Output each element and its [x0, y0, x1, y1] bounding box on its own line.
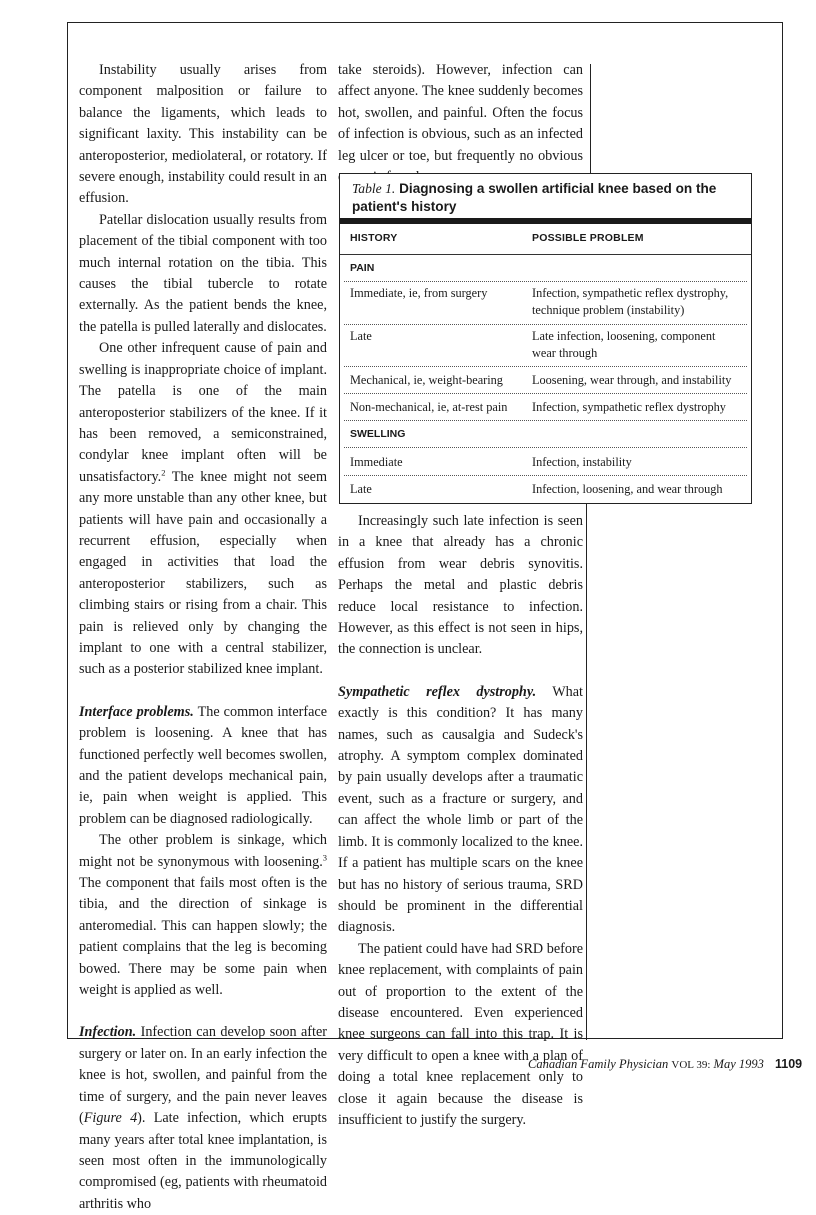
table-cell-problem: Infection, loosening, and wear through: [532, 482, 723, 496]
paragraph: [79, 1022, 327, 1215]
paragraph: [79, 702, 327, 830]
table-cell-history: Immediate: [350, 455, 403, 469]
paragraph-text: One other infrequent cause of pain and swelling is inappropriate choice of implant. The patella is one of the main anteroposterior stabilizers of the knee. If it has been removed, a semiconstrained, condylar knee implant often will be unsatisfactory.: [79, 340, 327, 485]
citation-ref: 2: [161, 466, 166, 477]
table-cell-problem: Loosening, wear through, and instability: [532, 373, 732, 387]
paragraph: [79, 338, 327, 681]
paragraph-text: ). Late infection, which erupts many years after total knee implantation, is seen most often in the immunologically compromised (eg, patients with rheumatoid arthritis who: [79, 1110, 327, 1212]
table-rule: [340, 254, 751, 255]
table-section-swelling: SWELLING: [350, 428, 406, 440]
paragraph-text: What exactly is this condition? It has many names, such as causalgia and Sudeck's atrophy. A symptom complex dominated by pain usually develops after a traumatic event, such as a fracture or surgery, and can affect the whole limb or part of the limb. It is commonly localized to the knee. If a patient has multiple scars on the knee but has no history of serious trauma, SRD should be prominent in the differential diagnosis.: [338, 683, 583, 936]
left-column: [79, 60, 327, 1215]
paragraph: [338, 511, 583, 661]
table-section-pain: PAIN: [350, 262, 375, 274]
paragraph-text: The knee might not seem any more unstable than any other knee, but patients will have pain and occasionally a recurrent effusion, especially when engaged in activities that load the anteroposterior stabilizers, such as climbing stairs or rising from a chair. This pain is relieved only by changing the implant to one with a central stabilizer, such as a posterior stabilized knee implant.: [79, 468, 327, 678]
paragraph-text: Instability usually arises from component malposition or failure to balance the ligaments, which leads to significant laxity. This instability can be anteroposterior, mediolateral, or rotatory. If severe enough, instability could result in an effusion.: [79, 62, 327, 207]
journal-volume: VOL 39:: [671, 1059, 711, 1071]
right-column-top: [338, 60, 583, 188]
row-divider: [344, 420, 747, 421]
table-cell-problem: Infection, instability: [532, 455, 632, 469]
table-cell-problem: Infection, sympathetic reflex dystrophy, technique problem (instability): [532, 286, 729, 317]
paragraph: [79, 210, 327, 338]
row-divider: [344, 475, 747, 476]
paragraph-text: The patient could have had SRD before knee replacement, with complaints of pain out of proportion to the extent of the disease encountered. Even experienced knee surgeons can fall into this trap. It is very difficult to open a knee with a plan of doing a total knee replacement only to close it again because the disease is insufficient to justify the surgery.: [338, 940, 583, 1128]
right-column-bottom: [338, 511, 583, 1131]
journal-name: Canadian Family Physician: [528, 1057, 669, 1071]
paragraph: [338, 682, 583, 939]
table-cell-history: Immediate, ie, from surgery: [350, 286, 488, 300]
paragraph-text: Increasingly such late infection is seen in a knee that already has a chronic effusion from wear debris synovitis. Perhaps the metal and plastic debris reduce local resistance to infection. However, as this effect is not seen in hips, the connection is unclear.: [338, 513, 583, 658]
column-header-problem: POSSIBLE PROBLEM: [532, 232, 644, 244]
table-cell-history: Non-mechanical, ie, at-rest pain: [350, 400, 508, 414]
paragraph: [338, 939, 583, 1132]
paragraph: [79, 830, 327, 1001]
table-rule: [340, 218, 751, 224]
paragraph: [79, 60, 327, 210]
table-label: Table 1.: [352, 181, 396, 196]
table-1: [339, 173, 752, 504]
paragraph: take steroids). However, infection can affect anyone. The knee suddenly becomes hot, swollen, and painful. Often the focus of infection is obvious, such as an infected leg ulcer or toe, but frequently no obvious: [338, 62, 583, 164]
paragraph-text: The common interface problem is loosening. A knee that has functioned perfectly well becomes swollen, and the patient develops mechanical pain, ie, pain when weight is applied. This problem can be diagnosed radiologically.: [79, 703, 327, 827]
table-title: [352, 180, 742, 216]
paragraph-text: The other problem is sinkage, which might not be synonymous with loosening.: [79, 832, 327, 870]
page-number: 1109: [775, 1057, 803, 1071]
section-heading: Infection.: [79, 1024, 137, 1041]
page-footer: [528, 1057, 802, 1072]
table-cell-history: Late: [350, 482, 372, 496]
row-divider: [344, 366, 747, 367]
section-heading: Sympathetic reflex dystrophy.: [338, 683, 537, 700]
section-heading: Interface problems.: [79, 703, 194, 720]
column-rule: [586, 504, 587, 1040]
paragraph-text: The component that fails most often is the tibia, and the direction of sinkage is anteromedial. This can happen slowly; the patient complains that the leg is becoming bowed. There may be some pain when weight is applied as well.: [79, 875, 327, 999]
table-cell-history: Late: [350, 329, 372, 343]
table-cell-history: Mechanical, ie, weight-bearing: [350, 373, 503, 387]
journal-date: May 1993: [713, 1057, 764, 1071]
column-rule: [590, 64, 591, 174]
citation-ref: 3: [322, 851, 327, 862]
row-divider: [344, 324, 747, 325]
paragraph-text: Patellar dislocation usually results from placement of the tibial component with too much internal rotation on the tibia. This causes the tibial tubercle to rotate externally. As the patient bends the knee, the patella is pulled laterally and dislocates.: [79, 211, 327, 335]
figure-ref: Figure 4: [83, 1110, 138, 1127]
table-cell-problem: Infection, sympathetic reflex dystrophy: [532, 400, 726, 414]
row-divider: [344, 393, 747, 394]
table-caption: Diagnosing a swollen artificial knee based on the patient's history: [352, 181, 717, 214]
paragraph-text: Infection can develop soon after surgery or later on. In an early infection the knee is hot, swollen, and painful from the time of surgery, and the pain never leaves (: [79, 1024, 327, 1127]
row-divider: [344, 281, 747, 282]
row-divider: [344, 447, 747, 448]
table-cell-problem: Late infection, loosening, component wear through: [532, 329, 716, 360]
column-header-history: HISTORY: [350, 232, 398, 244]
